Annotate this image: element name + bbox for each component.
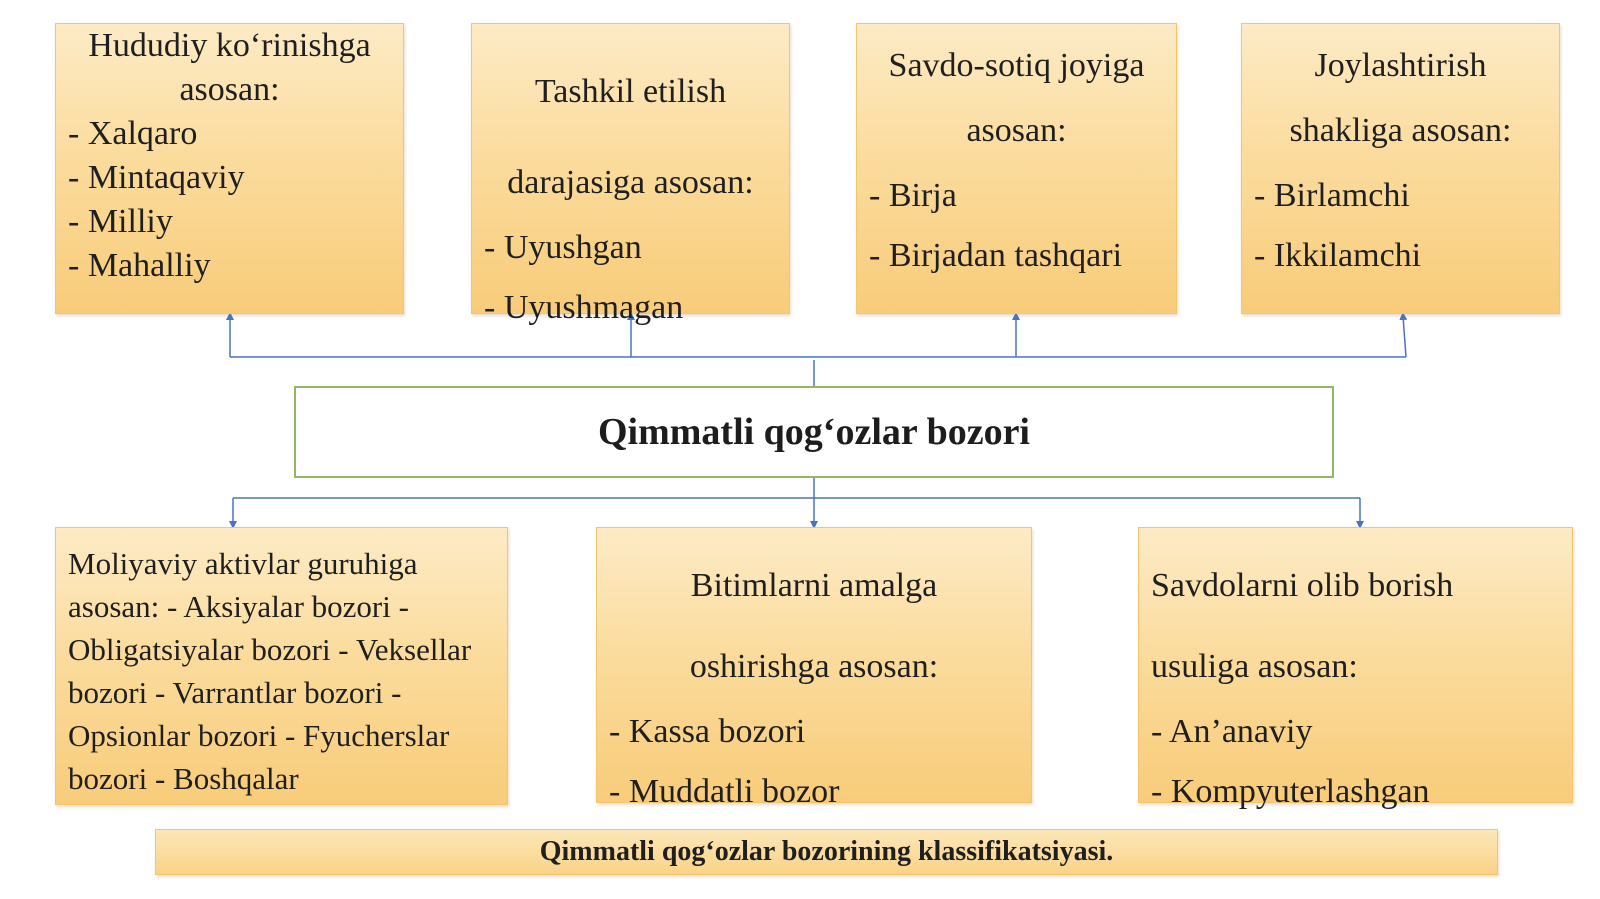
list-item: - Muddatli bozor	[609, 773, 840, 810]
list-item: - Kompyuterlashgan	[1151, 773, 1430, 810]
category-box-organization-level	[471, 23, 790, 326]
list-item: - Milliy	[68, 203, 173, 240]
category-box-trading-place	[856, 23, 1177, 314]
list-item: - An’anaviy	[1151, 713, 1313, 750]
category-item-list	[68, 112, 391, 288]
category-title-line: Joylashtirish	[1314, 47, 1487, 84]
category-box-territorial	[55, 23, 404, 314]
list-item: - Birja	[869, 177, 957, 214]
category-item-list	[484, 218, 777, 338]
category-title-line: Bitimlarni amalga	[690, 567, 938, 604]
central-node: Qimmatli qog‘ozlar bozori	[294, 386, 1334, 478]
connector-to-top-4	[1403, 316, 1406, 357]
category-box-trading-method	[1138, 527, 1573, 810]
category-title-line: Savdo-sotiq joyiga	[888, 47, 1145, 84]
category-title-line: Hududiy ko‘rinishga	[88, 27, 371, 64]
category-box-transaction-execution	[596, 527, 1032, 810]
category-title-line: darajasiga asosan:	[507, 164, 754, 201]
figure-caption: Qimmatli qog‘ozlar bozorining klassifikatsiyasi.	[155, 829, 1498, 875]
category-title-line: Savdolarni olib borish	[1151, 567, 1454, 604]
category-box-financial-assets	[55, 527, 508, 805]
category-item-list	[869, 166, 1164, 286]
list-item: - Birjadan tashqari	[869, 237, 1123, 274]
list-item: - Mintaqaviy	[68, 159, 245, 196]
category-title-line: oshirishga asosan:	[689, 648, 939, 685]
list-item: - Birlamchi	[1254, 177, 1410, 214]
category-item-list	[609, 702, 1019, 822]
category-title-line: asosan:	[179, 71, 280, 108]
list-item: - Uyushgan	[484, 229, 642, 266]
category-item-list	[1254, 166, 1547, 286]
category-title-line: asosan:	[966, 112, 1067, 149]
category-item-list	[1151, 702, 1560, 822]
list-item: - Uyushmagan	[484, 289, 684, 326]
list-item: - Ikkilamchi	[1254, 237, 1422, 274]
category-box-placement-form	[1241, 23, 1560, 314]
list-item: - Kassa bozori	[609, 713, 806, 750]
list-item: - Xalqaro	[68, 115, 198, 152]
category-title-line: Tashkil etilish	[534, 73, 727, 110]
category-body-text: Moliyaviy aktivlar guruhiga asosan: - Aksiyalar bozori - Obligatsiyalar bozori - Veksellar bozori - Varrantlar bozori - Opsionlar bozori - Fyucherslar bozori - Boshqalar	[68, 546, 472, 796]
category-title-line: shakliga asosan:	[1289, 112, 1512, 149]
list-item: - Mahalliy	[68, 247, 211, 284]
category-title-line: usuliga asosan:	[1151, 648, 1358, 685]
